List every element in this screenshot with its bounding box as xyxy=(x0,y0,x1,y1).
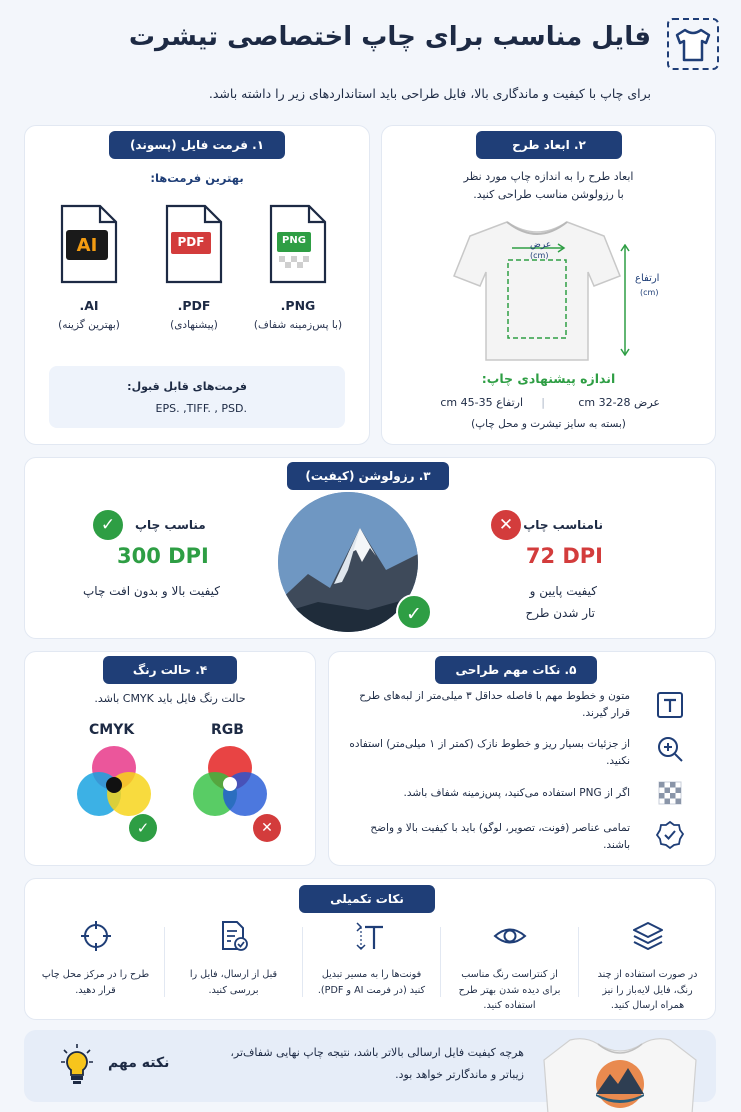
good-desc: کیفیت بالا و بدون افت چاپ xyxy=(83,584,220,598)
important-line1: هرچه کیفیت فایل ارسالی بالاتر باشد، نتیجه چاپ نهایی شفاف‌تر، xyxy=(230,1046,524,1059)
bad-label: نامناسب چاپ xyxy=(523,518,603,532)
ai-desc: (بهترین گزینه) xyxy=(58,319,120,331)
pdf-badge-label: PDF xyxy=(177,235,205,249)
important-note-bar xyxy=(24,1030,716,1102)
width-label: عرض xyxy=(530,240,552,250)
ai-badge-label: AI xyxy=(76,235,98,256)
target-icon xyxy=(79,919,113,953)
divider xyxy=(440,927,441,997)
ai-file-icon xyxy=(60,204,118,284)
text-icon xyxy=(655,690,685,720)
zoom-icon xyxy=(655,734,685,764)
ai-ext: AI. xyxy=(79,298,99,313)
supplementary-text-2: از کنتراست رنگ مناسب برای دیده شدن بهتر طرح استفاده کنید. xyxy=(458,969,561,1011)
dimensions-desc-line2: با رزولوشن مناسب طراحی کنید. xyxy=(473,188,624,201)
supplementary-item-5 xyxy=(38,919,153,998)
suggested-size-label: اندازه پیشنهادی چاپ: xyxy=(481,371,616,386)
design-tip-4: تمامی عناصر (فونت، تصویر، لوگو) باید با کیفیت بالا و واضح باشند. xyxy=(370,822,630,851)
dimensions-card xyxy=(381,125,716,445)
color-mode-title: ۴. حالت رنگ xyxy=(103,656,237,684)
design-tips-title: ۵. نکات مهم طراحی xyxy=(435,656,597,684)
design-tip-3: اگر از PNG استفاده می‌کنید، پس‌زمینه شفاف باشد. xyxy=(403,787,630,799)
supplementary-item-4 xyxy=(176,919,291,998)
format-card xyxy=(24,125,370,445)
width-unit: (cm) xyxy=(530,251,549,260)
png-desc: (با پس‌زمینه شفاف) xyxy=(253,319,343,331)
design-tips-card xyxy=(328,651,716,866)
document-check-icon xyxy=(217,919,251,953)
format-title: ۱. فرمت فایل (پسوند) xyxy=(109,131,285,159)
supplementary-text-1: در صورت استفاده از چند رنگ، فایل لایه‌باز را نیز همراه ارسال کنید. xyxy=(597,969,698,1011)
color-mode-desc: حالت رنگ فایل باید CMYK باشد. xyxy=(94,692,246,705)
height-unit: (cm) xyxy=(640,288,659,297)
bad-dpi-value: 72 DPI xyxy=(525,544,603,568)
divider xyxy=(302,927,303,997)
rgb-x-icon: ✕ xyxy=(253,814,281,842)
png-ext: PNG. xyxy=(280,298,316,313)
layers-icon xyxy=(631,919,665,953)
height-label: ارتفاع xyxy=(635,273,660,284)
cmyk-check-icon: ✓ xyxy=(129,814,157,842)
tshirt-print-image xyxy=(540,1034,700,1112)
pdf-file-icon xyxy=(165,204,223,284)
supplementary-title: نکات تکمیلی xyxy=(299,885,435,913)
accepted-formats-list: EPS. ,TIFF. , PSD. xyxy=(155,402,247,415)
important-label: نکته مهم xyxy=(108,1055,170,1071)
rgb-diagram xyxy=(185,744,275,824)
design-tip-2: از جزئیات بسیار ریز و خطوط نازک (کمتر از ۱ میلی‌متر) استفاده نکنید. xyxy=(349,738,630,767)
suggested-height: ارتفاع cm 45-35 xyxy=(440,396,523,409)
accepted-formats-box xyxy=(49,366,345,428)
design-tip-1: متون و خطوط مهم با فاصله حداقل ۳ میلی‌متر از لبه‌های طرح قرار گیرند. xyxy=(359,690,630,719)
font-outline-icon xyxy=(355,919,389,953)
supplementary-text-3: فونت‌ها را به مسیر تبدیل کنید (در فرمت AI و PDF). xyxy=(317,969,426,996)
cmyk-diagram xyxy=(69,744,159,824)
supplementary-item-1 xyxy=(590,919,705,1014)
transparency-icon xyxy=(655,778,685,808)
good-dpi-value: 300 DPI xyxy=(117,544,209,568)
rgb-label: RGB xyxy=(211,722,244,738)
supplementary-item-2 xyxy=(452,919,567,1014)
good-check-icon: ✓ xyxy=(93,510,123,540)
dimensions-desc-line1: ابعاد طرح را به اندازه چاپ مورد نظر xyxy=(463,170,634,183)
supplementary-card xyxy=(24,878,716,1020)
page-subtitle: برای چاپ با کیفیت و ماندگاری بالا، فایل طراحی باید استانداردهای زیر را داشته باشد. xyxy=(208,86,651,101)
lightbulb-icon xyxy=(60,1042,94,1088)
tshirt-illustration xyxy=(452,214,622,364)
accepted-formats-label: فرمت‌های قابل قبول: xyxy=(127,380,247,393)
bad-x-icon: ✕ xyxy=(491,510,521,540)
important-line2: زیباتر و ماندگارتر خواهد بود. xyxy=(395,1068,524,1081)
resolution-card xyxy=(24,457,716,639)
best-formats-label: بهترین فرمت‌ها: xyxy=(150,171,244,185)
supplementary-item-3 xyxy=(314,919,429,998)
pdf-ext: PDF. xyxy=(177,298,211,313)
supplementary-text-5: طرح را در مرکز محل چاپ قرار دهید. xyxy=(41,969,150,996)
bad-desc-line1: کیفیت پایین و xyxy=(529,584,597,598)
png-badge-label: PNG xyxy=(282,235,306,246)
height-arrow xyxy=(620,244,630,356)
good-label: مناسب چاپ xyxy=(135,518,206,532)
divider xyxy=(164,927,165,997)
suggested-width: عرض cm 32-28 xyxy=(578,396,660,409)
supplementary-text-4: قبل از ارسال، فایل را بررسی کنید. xyxy=(189,969,278,996)
verified-badge-icon xyxy=(655,820,685,850)
dimensions-title: ۲. ابعاد طرح xyxy=(476,131,622,159)
resolution-title: ۳. رزولوشن (کیفیت) xyxy=(287,462,449,490)
page-title: فایل مناسب برای چاپ اختصاصی تیشرت xyxy=(128,22,651,52)
color-mode-card xyxy=(24,651,316,866)
pdf-desc: (پیشنهادی) xyxy=(170,319,218,331)
cmyk-label: CMYK xyxy=(89,722,135,738)
suggested-note: (بسته به سایز تیشرت و محل چاپ) xyxy=(471,418,626,430)
tshirt-icon xyxy=(667,18,719,70)
divider xyxy=(578,927,579,997)
image-check-icon: ✓ xyxy=(396,594,432,630)
eye-icon xyxy=(493,919,527,953)
bad-desc-line2: تار شدن طرح xyxy=(525,606,595,620)
suggested-separator: | xyxy=(541,396,545,409)
png-file-icon xyxy=(269,204,327,284)
